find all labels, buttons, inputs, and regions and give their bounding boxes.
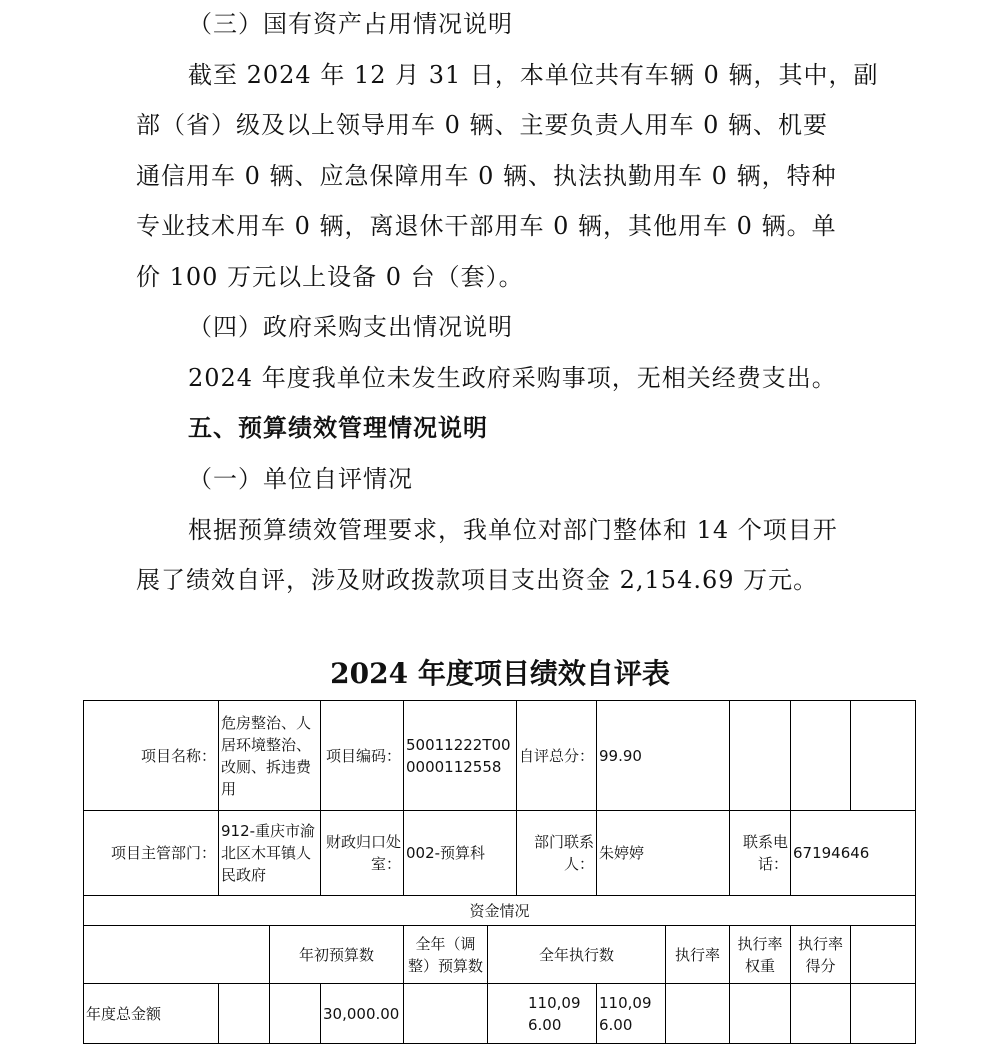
paragraph-line: 2024 年度我单位未发生政府采购事项，无相关经费支出。 — [188, 364, 837, 392]
contact-label: 部门联系人： — [517, 811, 597, 896]
paragraph-line: 专业技术用车 0 辆，离退休干部用车 0 辆，其他用车 0 辆。单 — [136, 212, 837, 240]
col-exec-rate: 执行率 — [666, 926, 730, 984]
empty-cell — [851, 701, 916, 811]
row-total-adjusted: 110,096.00 — [488, 984, 597, 1044]
table-row — [84, 701, 916, 811]
table-row — [84, 984, 916, 1044]
empty-cell — [219, 984, 270, 1044]
project-name: 危房整治、人居环境整治、改厕、拆违费用 — [219, 701, 321, 811]
col-adjusted-budget: 全年（调整）预算数 — [404, 926, 488, 984]
empty-cell — [270, 984, 321, 1044]
col-executed: 全年执行数 — [488, 926, 666, 984]
section-5-heading: 五、预算绩效管理情况说明 — [188, 413, 488, 442]
empty-cell — [404, 984, 488, 1044]
project-name-label: 项目名称： — [84, 701, 219, 811]
phone-label: 联系电话： — [730, 811, 791, 896]
table-row — [84, 811, 916, 896]
dept-label: 项目主管部门： — [84, 811, 219, 896]
paragraph-line: 截至 2024 年 12 月 31 日，本单位共有车辆 0 辆，其中，副 — [188, 61, 879, 89]
empty-cell — [791, 984, 851, 1044]
table-row — [84, 896, 916, 926]
table-title: 2024 年度项目绩效自评表 — [330, 657, 670, 690]
table-header-row — [84, 926, 916, 984]
project-code: 50011222T000000112558 — [404, 701, 517, 811]
funds-header: 资金情况 — [84, 896, 916, 926]
section-4-heading: （四）政府采购支出情况说明 — [188, 313, 513, 341]
col-rate-weight: 执行率权重 — [730, 926, 791, 984]
row-total-executed: 110,096.00 — [597, 984, 666, 1044]
finance-office: 002-预算科 — [404, 811, 517, 896]
paragraph-line: 展了绩效自评，涉及财政拨款项目支出资金 2,154.69 万元。 — [136, 566, 819, 594]
finance-office-label: 财政归口处室： — [321, 811, 404, 896]
empty-cell — [851, 984, 916, 1044]
empty-cell — [851, 926, 916, 984]
col-rate-score: 执行率得分 — [791, 926, 851, 984]
self-score-label: 自评总分： — [517, 701, 597, 811]
evaluation-table — [83, 700, 916, 1044]
empty-cell — [84, 926, 270, 984]
paragraph-line: 根据预算绩效管理要求，我单位对部门整体和 14 个项目开 — [188, 516, 838, 544]
paragraph-line: 价 100 万元以上设备 0 台（套）。 — [136, 263, 524, 291]
col-initial-budget: 年初预算数 — [270, 926, 404, 984]
empty-cell — [730, 701, 791, 811]
row-total-label: 年度总金额 — [84, 984, 219, 1044]
phone: 67194646 — [791, 811, 916, 896]
empty-cell — [730, 984, 791, 1044]
contact: 朱婷婷 — [597, 811, 730, 896]
empty-cell — [791, 701, 851, 811]
project-code-label: 项目编码： — [321, 701, 404, 811]
empty-cell — [666, 984, 730, 1044]
paragraph-line: 部（省）级及以上领导用车 0 辆、主要负责人用车 0 辆、机要 — [136, 111, 829, 139]
self-score: 99.90 — [597, 701, 730, 811]
paragraph-line: 通信用车 0 辆、应急保障用车 0 辆、执法执勤用车 0 辆，特种 — [136, 162, 837, 190]
dept: 912-重庆市渝北区木耳镇人民政府 — [219, 811, 321, 896]
section-3-heading: （三）国有资产占用情况说明 — [188, 10, 513, 38]
row-total-initial: 30,000.00 — [321, 984, 404, 1044]
section-5-1-heading: （一）单位自评情况 — [188, 465, 413, 493]
